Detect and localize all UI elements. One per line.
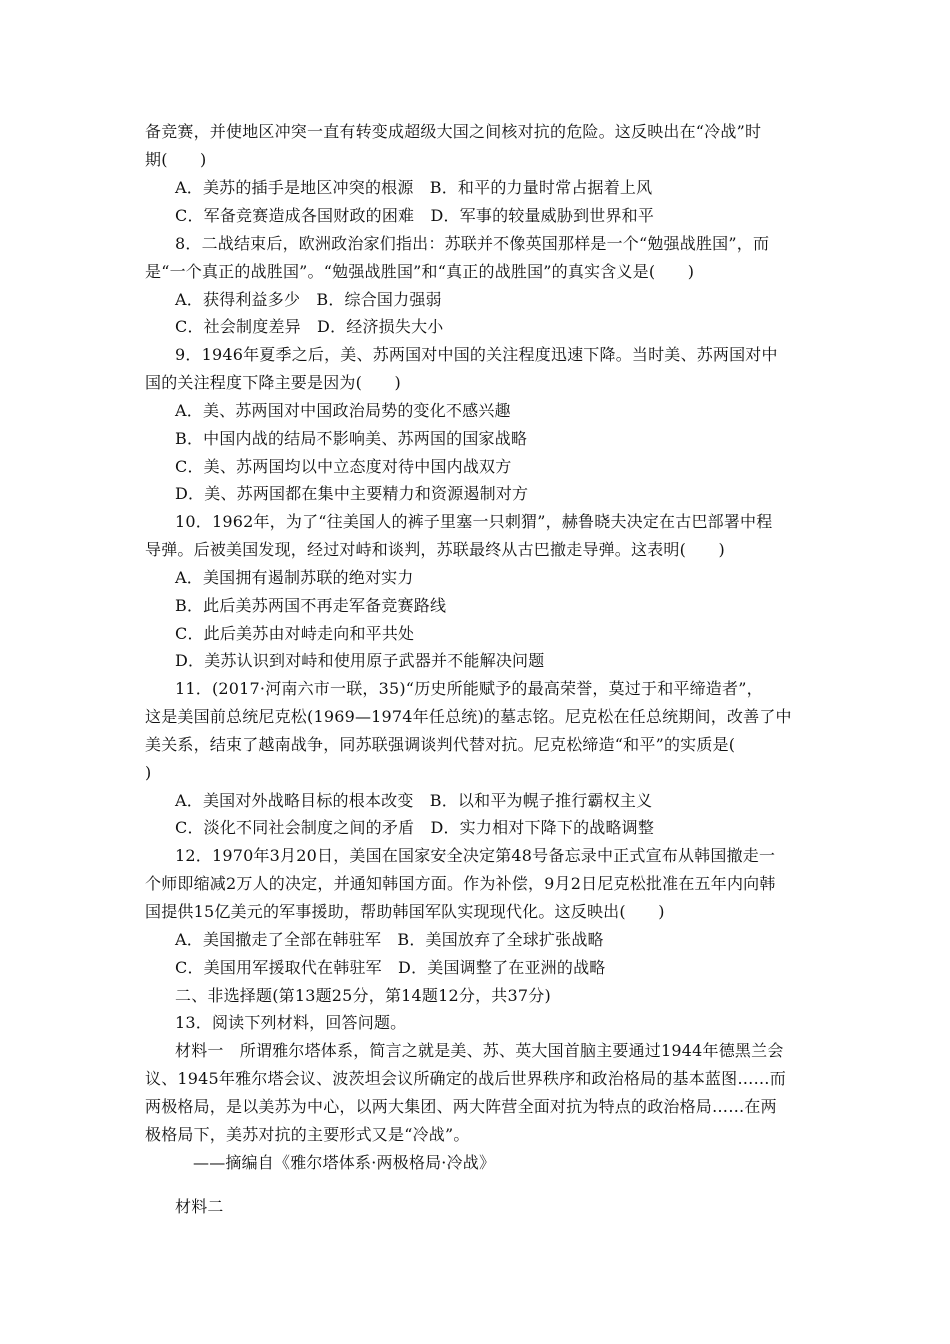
- option-line: C．社会制度差异 D．经济损失大小: [175, 317, 444, 336]
- text-line: 导弹。后被美国发现，经过对峙和谈判，苏联最终从古巴撤走导弹。这表明( ): [145, 540, 725, 559]
- text-line: 备竞赛，并使地区冲突一直有转变成超级大国之间核对抗的危险。这反映出在“冷战”时: [145, 122, 762, 141]
- option-line: C．美、苏两国均以中立态度对待中国内战双方: [175, 457, 512, 476]
- option-line: A．美、苏两国对中国政治局势的变化不感兴趣: [175, 401, 511, 420]
- option-line: A．美苏的插手是地区冲突的根源 B．和平的力量时常占据着上风: [175, 178, 653, 197]
- text-line: ): [145, 763, 152, 782]
- option-line: C．淡化不同社会制度之间的矛盾 D．实力相对下降下的战略调整: [175, 818, 655, 837]
- text-line: 期( ): [145, 150, 207, 169]
- text-line: 个师即缩减2万人的决定，并通知韩国方面。作为补偿，9月2日尼克松批准在五年内向韩: [145, 874, 776, 893]
- option-line: A．美国对外战略目标的根本改变 B．以和平为幌子推行霸权主义: [175, 791, 653, 810]
- question-8: 8．二战结束后，欧洲政治家们指出：苏联并不像英国那样是一个“勉强战胜国”，而: [175, 234, 770, 253]
- text-line: 两极格局，是以美苏为中心，以两大集团、两大阵营全面对抗为特点的政治格局……在两: [145, 1097, 777, 1116]
- question-9: 9．1946年夏季之后，美、苏两国对中国的关注程度迅速下降。当时美、苏两国对中: [175, 345, 778, 364]
- option-line: B．中国内战的结局不影响美、苏两国的国家战略: [175, 429, 528, 448]
- source-citation: ——摘编自《雅尔塔体系·两极格局·冷战》: [193, 1153, 496, 1172]
- material-two-label: 材料二: [175, 1197, 224, 1216]
- question-10: 10．1962年，为了“往美国人的裤子里塞一只刺猬”，赫鲁晓夫决定在古巴部署中程: [175, 512, 773, 531]
- option-line: A．获得利益多少 B．综合国力强弱: [175, 290, 442, 309]
- text-line: 美关系，结束了越南战争，同苏联强调谈判代替对抗。尼克松缔造“和平”的实质是(: [145, 735, 736, 754]
- option-line: D．美苏认识到对峙和使用原子武器并不能解决问题: [175, 651, 545, 670]
- option-line: B．此后美苏两国不再走军备竞赛路线: [175, 596, 447, 615]
- option-line: D．美、苏两国都在集中主要精力和资源遏制对方: [175, 484, 529, 503]
- text-line: 这是美国前总统尼克松(1969—1974年任总统)的墓志铭。尼克松在任总统期间，改善了中: [145, 707, 792, 726]
- question-11: 11．(2017·河南六市一联，35)“历史所能赋予的最高荣誉，莫过于和平缔造者”，: [175, 679, 763, 698]
- text-line: 是“一个真正的战胜国”。“勉强战胜国”和“真正的战胜国”的真实含义是( ): [145, 262, 695, 281]
- option-line: A．美国拥有遏制苏联的绝对实力: [175, 568, 414, 587]
- option-line: A．美国撤走了全部在韩驻军 B．美国放弃了全球扩张战略: [175, 930, 604, 949]
- section-heading: 二、非选择题(第13题25分，第14题12分，共37分): [175, 986, 551, 1005]
- material-one: 材料一 所谓雅尔塔体系，简言之就是美、苏、英大国首脑主要通过1944年德黑兰会: [175, 1041, 784, 1060]
- text-line: 国提供15亿美元的军事援助，帮助韩国军队实现现代化。这反映出( ): [145, 902, 665, 921]
- option-line: C．军备竞赛造成各国财政的困难 D．军事的较量威胁到世界和平: [175, 206, 655, 225]
- option-line: C．美国用军援取代在韩驻军 D．美国调整了在亚洲的战略: [175, 958, 606, 977]
- option-line: C．此后美苏由对峙走向和平共处: [175, 624, 415, 643]
- text-line: 议、1945年雅尔塔会议、波茨坦会议所确定的战后世界秩序和政治格局的基本蓝图……而: [145, 1069, 786, 1088]
- question-12: 12．1970年3月20日，美国在国家安全决定第48号备忘录中正式宣布从韩国撤走一: [175, 846, 776, 865]
- text-line: 极格局下，美苏对抗的主要形式又是“冷战”。: [145, 1125, 470, 1144]
- text-line: 国的关注程度下降主要是因为( ): [145, 373, 401, 392]
- question-13: 13．阅读下列材料，回答问题。: [175, 1013, 407, 1032]
